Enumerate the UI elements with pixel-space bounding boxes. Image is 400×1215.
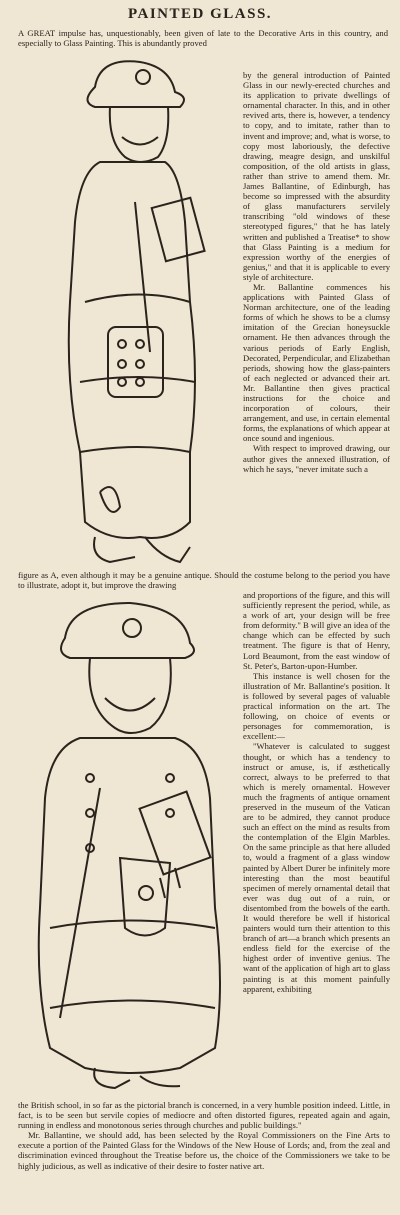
span-paragraph-3: Mr. Ballantine, we should add, has been selected by the Royal Commissioners on the Fine Arts to execute a portion of the Painted Glass for the Windows of the New House of Lords; and, from the zeal and discrimination evinced throughout the Treatise before us, the choice of the Commissioners we take to be highly judicious, as well as indicative of their desire to foster native art.: [18, 1130, 390, 1171]
span-paragraph-1: figure as A, even although it may be a genuine antique. Should the costume belong to the period you have to illustrate, adopt it, but improve the drawing: [18, 570, 390, 591]
col2-para-3: "Whatever is calculated to suggest thought, or which has a tendency to instruct or amuse, is, if æsthetically correct, always to be preferred to that which is merely ornamental. However much the fragments of antique ornament preserved in the museum of the Vatican are to be admired, they cannot produce such an effect on the mind as results from the contemplation of the Elgin Marbles. On the same principle as that here alluded to, would a fragment of a glass window painted by Albert Durer be infinitely more interesting than the most beautiful specimen of merely ornamental detail that ever was dug out of a ruin, or disentombed from the bowels of the earth. It would therefore be well if historical painters would turn their attention to this branch of art—a branch which presents an endless field for the exercise of the highest order of inventive genius. The want of the application of high art to glass painting is at this moment painfully apparent, exhibiting: [243, 741, 390, 994]
column-one: [243, 70, 390, 474]
span-paragraph-2: the British school, in so far as the pictorial branch is concerned, in a very humble position indeed. Little, in fact, is to be seen but servile copies of mediocre and often distorted figures, repeated again and again, running in endless and monotonous series through churches and public buildings.": [18, 1100, 390, 1131]
col1-para-1: by the general introduction of Painted Glass in our newly-erected churches and its application to private dwellings of ornamental character. In this, and in other revived arts, there is, however, a tendency to copy, and to imitate, rather than to invent and improve; and, what is worse, to copy most laboriously, the defective drawing, meagre design, and unskilful composition, of the old artists in glass, rather than strive to amend them. Mr. James Ballantine, of Edinburgh, has become so impressed with the absurdity of glass manufacturers servilely transcribing "old windows of these stereotyped figures," that he has lately written and published a Treatise* to show that Glass Painting is a medium for expression worthy of the energies of genius," and that it is applicable to every style of architecture.: [243, 70, 390, 282]
col1-para-2: Mr. Ballantine commences his applications with Painted Glass of Norman architecture, one of the leading forms of which he shows to be a clumsy imitation of the Grecian honeysuckle ornament. He then advances through the various periods of Early English, Decorated, Perpendicular, and Elizabethan periods, showing how the glass-painters of each neglected or advanced their art. Mr. Ballantine then gives practical instructions for the choice and incorporation of colours, their arrangement, and use, in certain elemental forms, the explanations of which appear at once sound and ingenious.: [243, 281, 390, 444]
column-two: [243, 590, 390, 994]
col2-para-1: and proportions of the figure, and this will sufficiently represent the period, while, as a work of art, your design will be free from deformity." B will give an idea of the change which can be effected by such treatment. The figure is that of Henry, Lord Beaumont, from the east window of St. Peter's, Barton-upon-Humber.: [243, 590, 390, 671]
col1-para-3: With respect to improved drawing, our author gives the annexed illustration, of which he says, "never imitate such a: [243, 443, 390, 474]
lead-paragraph: A GREAT impulse has, unquestionably, been given of late to the Decorative Arts in this country, and especially to Glass Painting. This is abundantly proved: [18, 28, 388, 49]
closing-section: [18, 1100, 390, 1171]
col2-para-2: This instance is well chosen for the illustration of Mr. Ballantine's position. It is followed by several pages of valuable practical information on the art. The following, on choice of events or personages for commemoration, is excellent:—: [243, 670, 390, 742]
figure-b-illustration: [20, 598, 235, 1093]
figure-a-illustration: [40, 52, 235, 582]
article-title: PAINTED GLASS.: [127, 6, 273, 22]
